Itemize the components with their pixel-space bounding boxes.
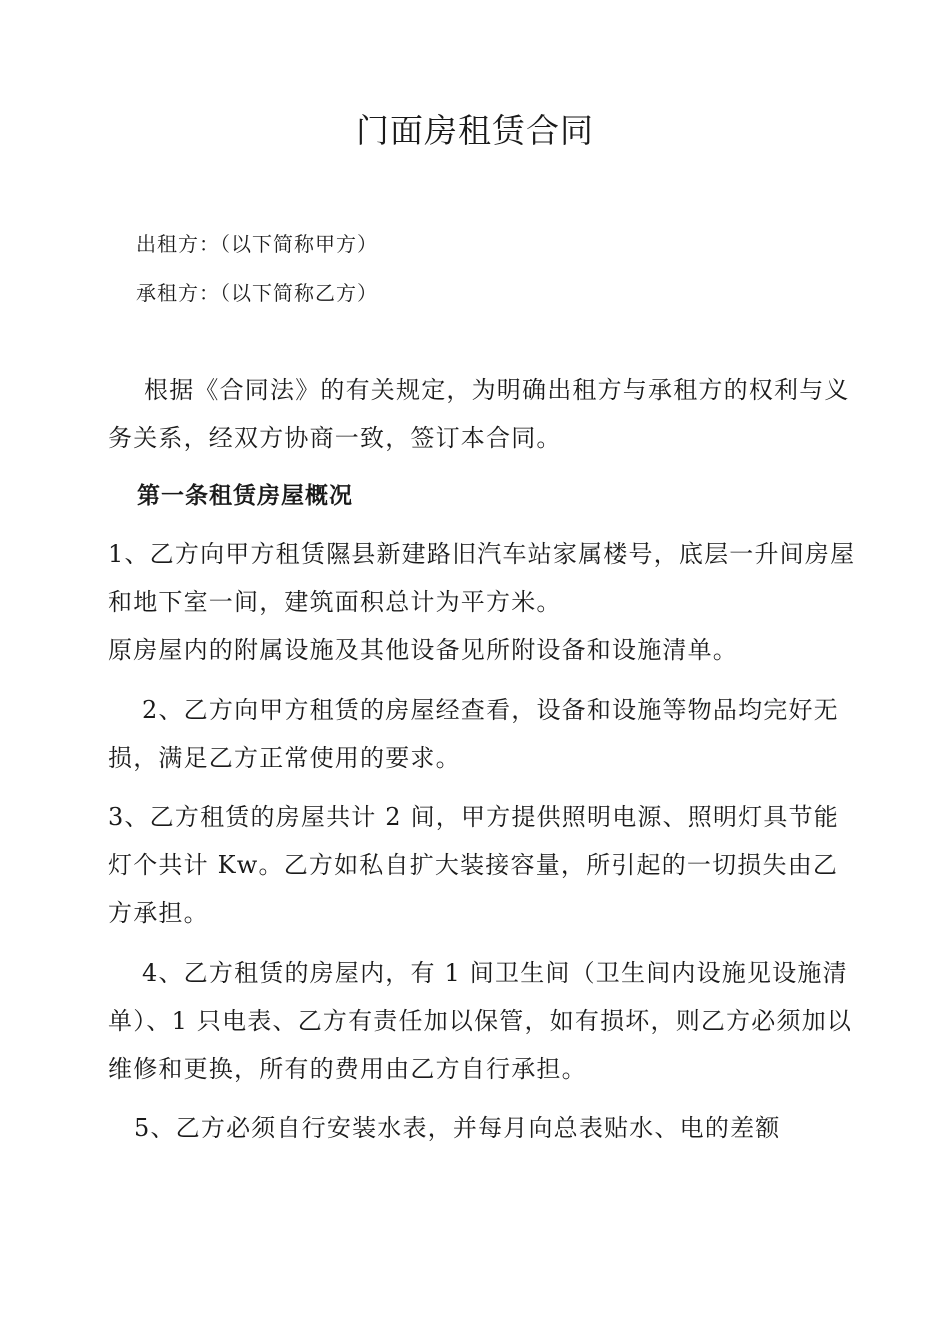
clause-1-note: 原房屋内的附属设施及其他设备见所附设备和设施清单。 <box>108 636 738 664</box>
lessor-line: 出租方：（以下简称甲方） <box>136 232 378 256</box>
clause-2: 2、乙方向甲方租赁的房屋经查看，设备和设施等物品均完好无损，满足乙方正常使用的要求。 <box>108 696 839 772</box>
lessee-line: 承租方：（以下简称乙方） <box>136 281 378 305</box>
clause-3: 3、乙方租赁的房屋共计 2 间，甲方提供照明电源、照明灯具节能灯个共计 Kw。乙方如私自扩大装接容量，所引起的一切损失由乙方承担。 <box>108 803 839 927</box>
article-1-heading: 第一条租赁房屋概况 <box>137 482 353 509</box>
document-title: 门面房租赁合同 <box>356 111 594 150</box>
clause-5: 5、乙方必须自行安装水表，并每月向总表贴水、电的差额 <box>134 1114 781 1142</box>
intro-paragraph: 根据《合同法》的有关规定，为明确出租方与承租方的权利与义务关系，经双方协商一致，签订本合同。 <box>108 376 850 452</box>
clause-1: 1、乙方向甲方租赁隰县新建路旧汽车站家属楼号，底层一升间房屋和地下室一间，建筑面积总计为平方米。 <box>108 540 856 616</box>
clause-4: 4、乙方租赁的房屋内，有 1 间卫生间（卫生间内设施见设施清单）、1 只电表、乙方有责任加以保管，如有损坏，则乙方必须加以维修和更换，所有的费用由乙方自行承担。 <box>108 959 853 1083</box>
